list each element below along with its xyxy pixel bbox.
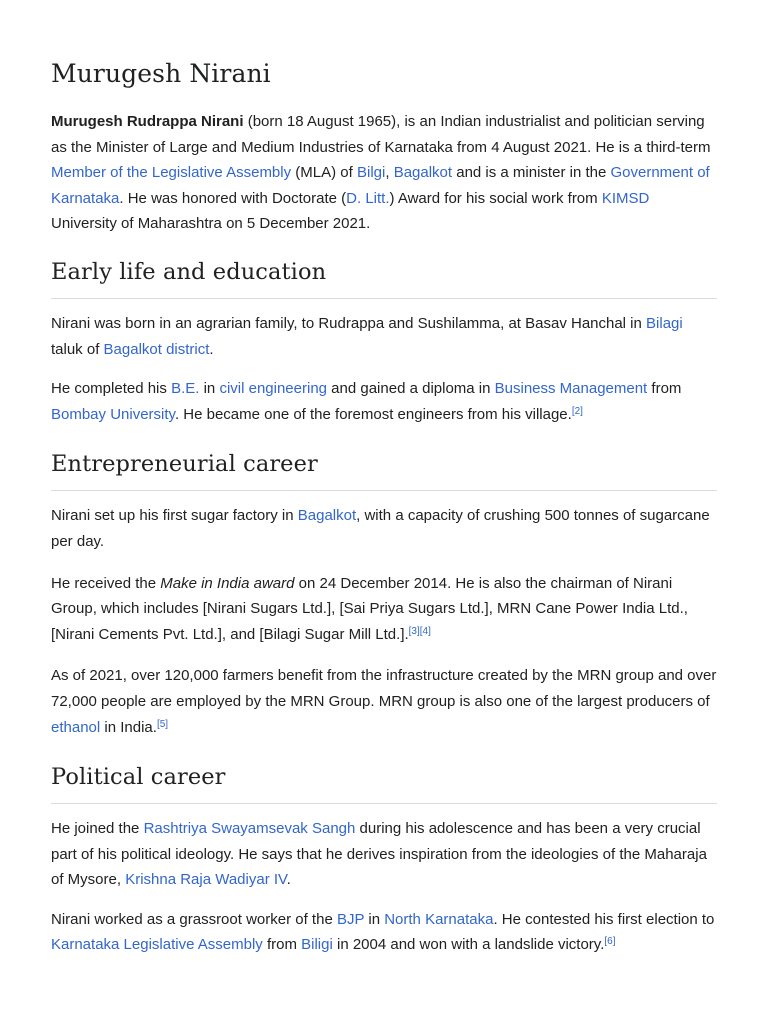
link-be[interactable]: B.E.: [171, 380, 200, 398]
lead-paragraph: Murugesh Rudrappa Nirani (born 18 August 1965), is an Indian industrialist and politician serving as the Minister of Large and Medium Industries of Karnataka from 4 August 2021. He is a third-term Member of the Legislative Assembly (MLA) of Bilgi, Bagalkot and is a minister in the Government of Karnataka. He was honored with Doctorate (D. Litt.) Award for his social work from KIMSD University of Maharashtra on 5 December 2021.: [51, 113, 711, 233]
reference-link[interactable]: [5]: [156, 718, 169, 730]
link-member-of-legislative-assembly[interactable]: Member of the Legislative Assembly: [51, 164, 292, 182]
link-karnataka-legislative-assembly[interactable]: Karnataka Legislative Assembly: [51, 936, 263, 954]
section-heading-entrepreneurial-career: Entrepreneurial career: [51, 449, 717, 491]
link-civil-engineering[interactable]: civil engineering: [219, 380, 328, 398]
link-ethanol[interactable]: ethanol: [51, 718, 101, 736]
link-north-karnataka[interactable]: North Karnataka: [384, 910, 494, 928]
reference-link[interactable]: [2]: [571, 405, 583, 417]
link-bagalkot[interactable]: Bagalkot: [393, 164, 453, 182]
reference-link[interactable]: [3]: [408, 625, 420, 637]
paragraph: As of 2021, over 120,000 farmers benefit from the infrastructure created by the MRN group and over 72,000 people are employed by the MRN Group. MRN group is also one of the largest producers of ethanol in India.[5]: [51, 667, 717, 736]
paragraph: Nirani was born in an agrarian family, to Rudrappa and Sushilamma, at Basav Hanchal in Bilagi taluk of Bagalkot district.: [51, 314, 683, 358]
link-bombay-university[interactable]: Bombay University: [51, 405, 175, 423]
link-bjp[interactable]: BJP: [336, 910, 365, 928]
subject-name: Murugesh Rudrappa Nirani: [51, 113, 244, 130]
paragraph: Nirani set up his first sugar factory in Bagalkot, with a capacity of crushing 500 tonnes of sugarcane per day.: [51, 507, 710, 550]
reference-link[interactable]: [6]: [604, 936, 616, 948]
link-rashtriya-swayamsevak-sangh[interactable]: Rashtriya Swayamsevak Sangh: [143, 820, 356, 838]
link-biligi[interactable]: Biligi: [301, 936, 333, 954]
link-bagalkot[interactable]: Bagalkot: [297, 507, 357, 525]
link-bilgi[interactable]: Bilgi: [356, 164, 386, 182]
link-bagalkot-district[interactable]: Bagalkot district: [103, 340, 210, 358]
link-d-litt[interactable]: D. Litt.: [346, 189, 390, 207]
link-krishna-raja-wadiyar-iv[interactable]: Krishna Raja Wadiyar IV: [125, 871, 287, 889]
paragraph: Nirani worked as a grassroot worker of the BJP in North Karnataka. He contested his first election to Karnataka Legislative Assembly from Biligi in 2004 and won with a landslide victory.[6]: [51, 910, 715, 954]
link-kimsd[interactable]: KIMSD: [601, 189, 650, 207]
paragraph: He joined the Rashtriya Swayamsevak Sangh during his adolescence and has been a very crucial part of his political ideology. He says that he derives inspiration from the ideologies of the Maharaja of Mysore, Krishna Raja Wadiyar IV.: [51, 820, 707, 889]
link-bilagi[interactable]: Bilagi: [646, 314, 683, 332]
section-heading-early-life: Early life and education: [51, 257, 717, 299]
award-name: Make in India award: [160, 574, 295, 592]
link-business-management[interactable]: Business Management: [494, 380, 648, 398]
paragraph: He completed his B.E. in civil engineering and gained a diploma in Business Management from Bombay University. He became one of the foremost engineers from his village.[2]: [51, 380, 682, 423]
reference-link[interactable]: [4]: [419, 625, 431, 637]
page-title: Murugesh Nirani: [51, 59, 271, 88]
link-government-of-karnataka[interactable]: Government of Karnataka: [51, 164, 710, 207]
section-heading-political-career: Political career: [51, 762, 717, 804]
paragraph: He received the Make in India award on 24 December 2014. He is also the chairman of Nirani Group, which includes [Nirani Sugars Ltd.], [Sai Priya Sugars Ltd.], MRN Cane Power India Ltd., [Nirani Cements Pvt. Ltd.], and [Bilagi Sugar Mill Ltd.].[3][4]: [51, 574, 688, 643]
